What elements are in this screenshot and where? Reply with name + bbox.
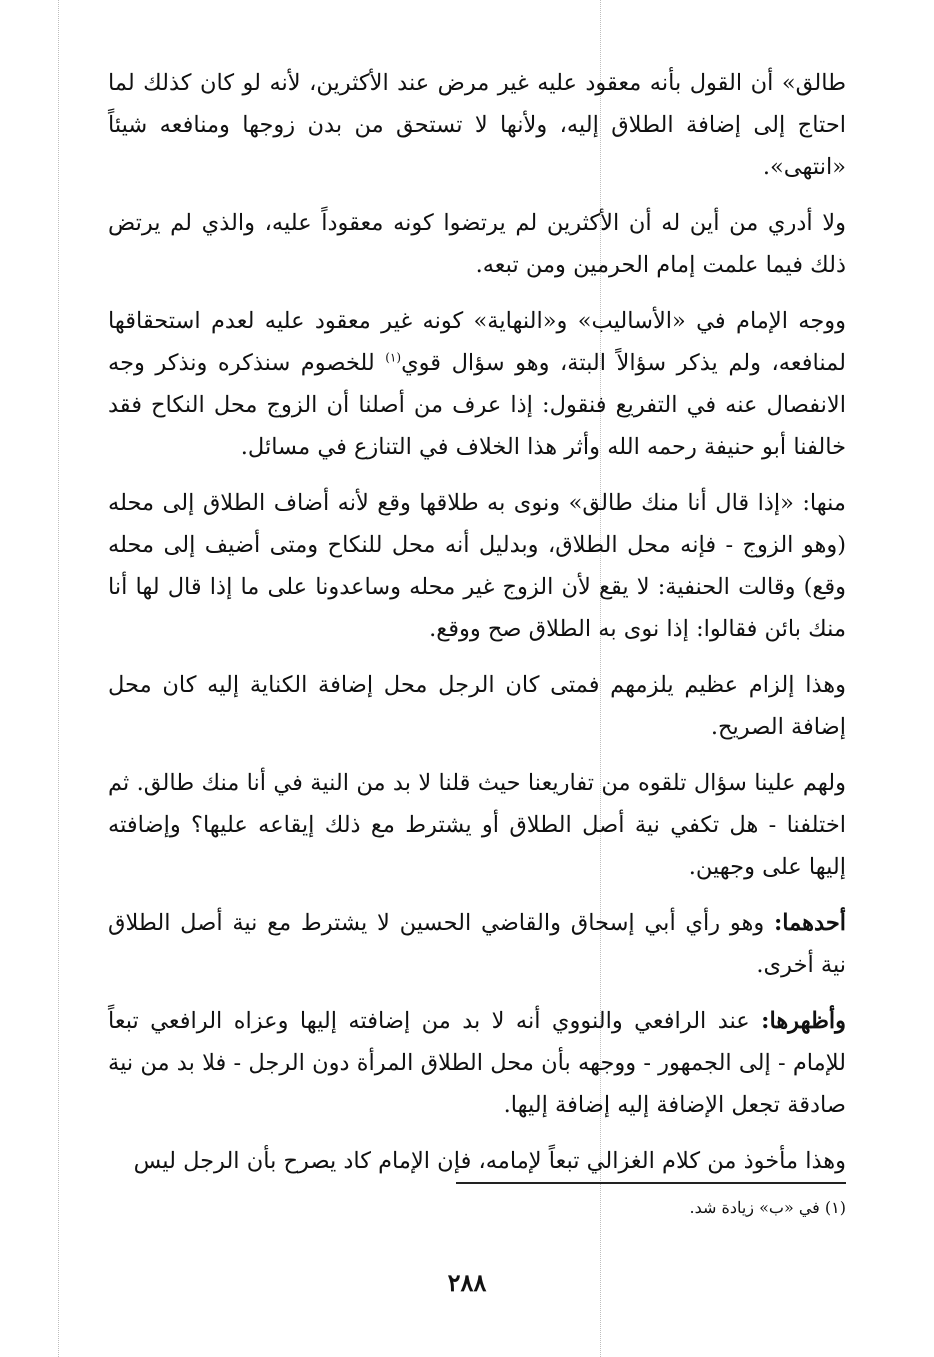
paragraph-9-text: وهذا مأخوذ من كلام الغزالي تبعاً لإمامه، فإن الإمام كاد يصرح بأن الرجل ليس bbox=[133, 1148, 846, 1174]
paragraph-1 bbox=[108, 62, 846, 188]
paragraph-4 bbox=[108, 482, 846, 650]
paragraph-7-lead: أحدهما: bbox=[773, 910, 846, 936]
paragraph-3-text-cont: للخصوم سنذكره ونذكر وجه الانفصال عنه في التفريع فنقول: إذا عرف من أصلنا أن الزوج محل النكاح فقد خالفنا أبو حنيفة رحمه الله وأثر هذا الخلاف في التنازع في مسائل. bbox=[108, 350, 846, 460]
paragraph-6-text: ولهم علينا سؤال تلقوه من تفاريعنا حيث قلنا لا بد من النية في أنا منك طالق. ثم اختلفنا - هل تكفي نية أصل الطلاق أو يشترط مع ذلك إيقاعه عليها؟ وإضافته إليها على وجهين. bbox=[108, 770, 846, 880]
footnote-divider bbox=[456, 1182, 846, 1184]
page-edge-mark bbox=[58, 0, 59, 1357]
paragraph-3-text: ووجه الإمام في «الأساليب» و«النهاية» كونه غير معقود عليه لعدم استحقاقها لمنافعه، ولم يذكر سؤالاً البتة، وهو سؤال قوي bbox=[108, 308, 846, 376]
page-number: ٢٨٨ bbox=[447, 1268, 487, 1297]
paragraph-4-text: منها: «إذا قال أنا منك طالق» ونوى به طلاقها وقع لأنه أضاف الطلاق إلى محله (وهو الزوج - فإنه محل الطلاق، وبدليل أنه محل للنكاح ومتى أضيف إلى محله وقع) وقالت الحنفية: لا يقع لأن الزوج غير محله وساعدونا على ما إذا قال لها أنا منك بائن فقالوا: إذا نوى به الطلاق صح ووقع. bbox=[108, 490, 846, 642]
footnote: (١) في «ب» زيادة شد. bbox=[689, 1198, 846, 1217]
paragraph-8 bbox=[108, 1000, 846, 1126]
paragraph-3 bbox=[108, 300, 846, 468]
paragraph-8-text: عند الرافعي والنووي أنه لا بد من إضافته إليها وعزاه الرافعي تبعاً للإمام - إلى الجمهور - ووجهه بأن محل الطلاق المرأة دون الرجل - فلا بد من نية صادقة تجعل الإضافة إليه إضافة إليها. bbox=[108, 1008, 846, 1118]
page-body bbox=[108, 62, 846, 1196]
paragraph-7-text: وهو رأي أبي إسحاق والقاضي الحسين لا يشترط مع نية أصل الطلاق نية أخرى. bbox=[108, 910, 846, 978]
paragraph-1-text: طالق» أن القول بأنه معقود عليه غير مرض عند الأكثرين، لأنه لو كان كذلك لما احتاج إلى إضافة الطلاق إليه، ولأنها لا تستحق من بدن زوجها ومنافعه شيئاً «انتهى». bbox=[108, 70, 846, 180]
paragraph-6 bbox=[108, 762, 846, 888]
paragraph-5-text: وهذا إلزام عظيم يلزمهم فمتى كان الرجل محل إضافة الكناية إليه كان محل إضافة الصريح. bbox=[108, 672, 846, 740]
paragraph-5 bbox=[108, 664, 846, 748]
paragraph-8-lead: وأظهرها: bbox=[761, 1008, 846, 1034]
paragraph-2 bbox=[108, 202, 846, 286]
paragraph-2-text: ولا أدري من أين له أن الأكثرين لم يرتضوا كونه معقوداً عليه، والذي لم يرتض ذلك فيما علمت إمام الحرمين ومن تبعه. bbox=[108, 210, 846, 278]
footnote-reference: (١) bbox=[385, 350, 402, 365]
paragraph-7 bbox=[108, 902, 846, 986]
paragraph-9 bbox=[108, 1140, 846, 1182]
